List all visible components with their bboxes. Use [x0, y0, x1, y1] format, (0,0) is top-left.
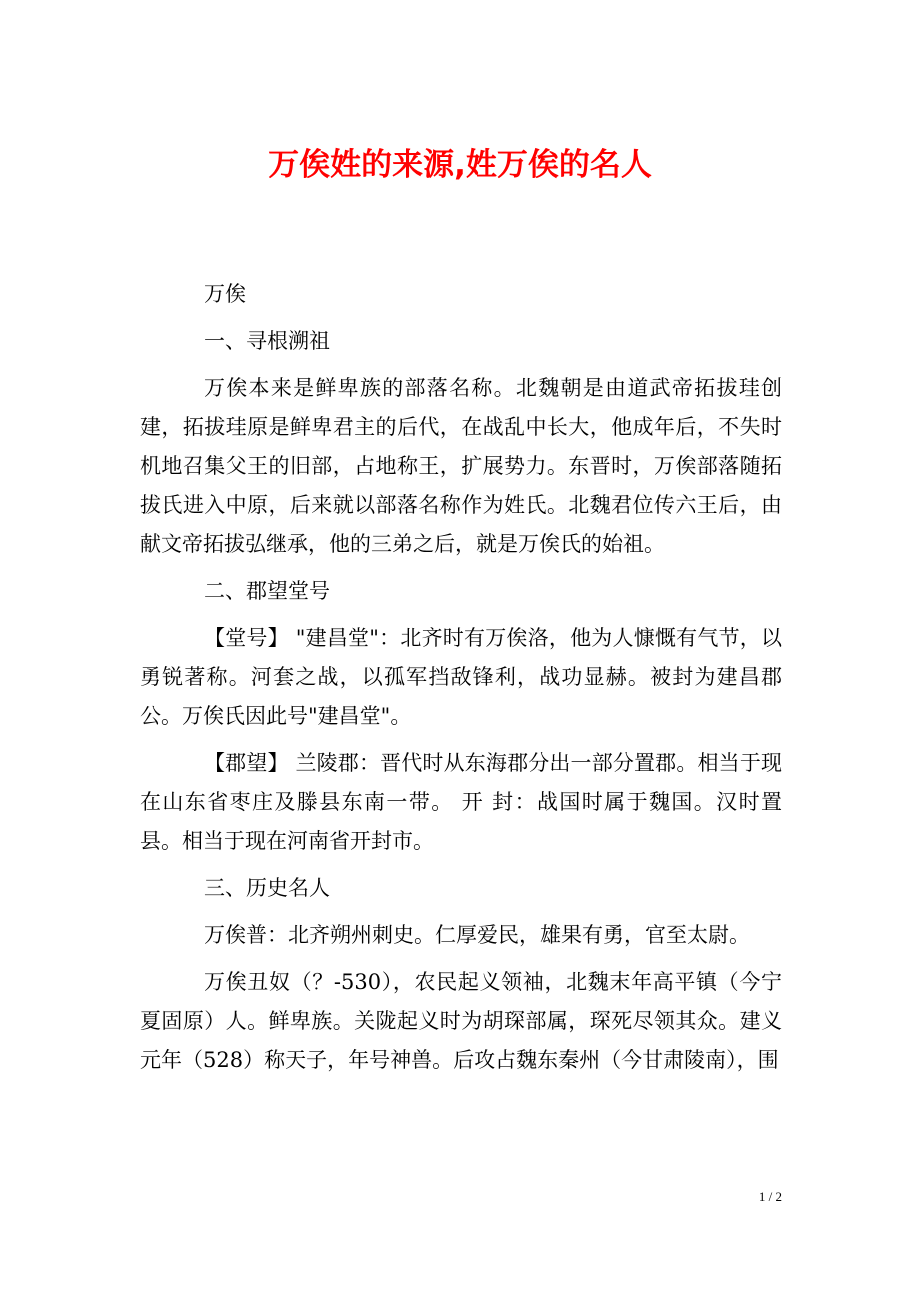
section-heading-origin: 一、寻根溯祖 — [204, 329, 330, 353]
paragraph-surname: 万俟 — [204, 282, 246, 306]
paragraph-commandery: 【郡望】 兰陵郡：晋代时从东海郡分出一部分置郡。相当于现在山东省枣庄及滕县东南一带。 开 封：战国时属于魏国。汉时置县。相当于现在河南省开封市。 — [140, 751, 782, 853]
paragraph-origin: 万俟本来是鲜卑族的部落名称。北魏朝是由道武帝拓拔珪创建，拓拔珪原是鲜卑君主的后代，在战乱中长大，他成年后，不失时机地召集父王的旧部，占地称王，扩展势力。东晋时，万俟部落随拓拔氏进入中原，后来就以部落名称作为姓氏。北魏君位传六王后，由献文帝拓拔弘继承，他的三弟之后，就是万俟氏的始祖。 — [140, 376, 782, 556]
section-heading-figures: 三、历史名人 — [204, 876, 330, 900]
document-title: 万俟姓的来源,姓万俟的名人 — [268, 147, 652, 183]
paragraph-figure-chounu: 万俟丑奴（？-530），农民起义领袖，北魏末年高平镇（今宁夏固原）人。鲜卑族。关陇起义时为胡琛部属，琛死尽领其众。建义元年（528）称天子，年号神兽。后攻占魏东秦州（今甘肃陵南），围 — [140, 970, 782, 1072]
paragraph-figure-pu: 万俟普：北齐朔州刺史。仁厚爱民，雄果有勇，官至太尉。 — [204, 923, 750, 947]
paragraph-hall-name: 【堂号】 "建昌堂"：北齐时有万俟洛，他为人慷慨有气节，以勇锐著称。河套之战，以孤军挡敌锋利，战功显赫。被封为建昌郡公。万俟氏因此号"建昌堂"。 — [140, 626, 782, 728]
section-heading-hall: 二、郡望堂号 — [204, 579, 330, 603]
page-number: 1 / 2 — [758, 1189, 782, 1204]
document-body — [140, 275, 782, 1088]
